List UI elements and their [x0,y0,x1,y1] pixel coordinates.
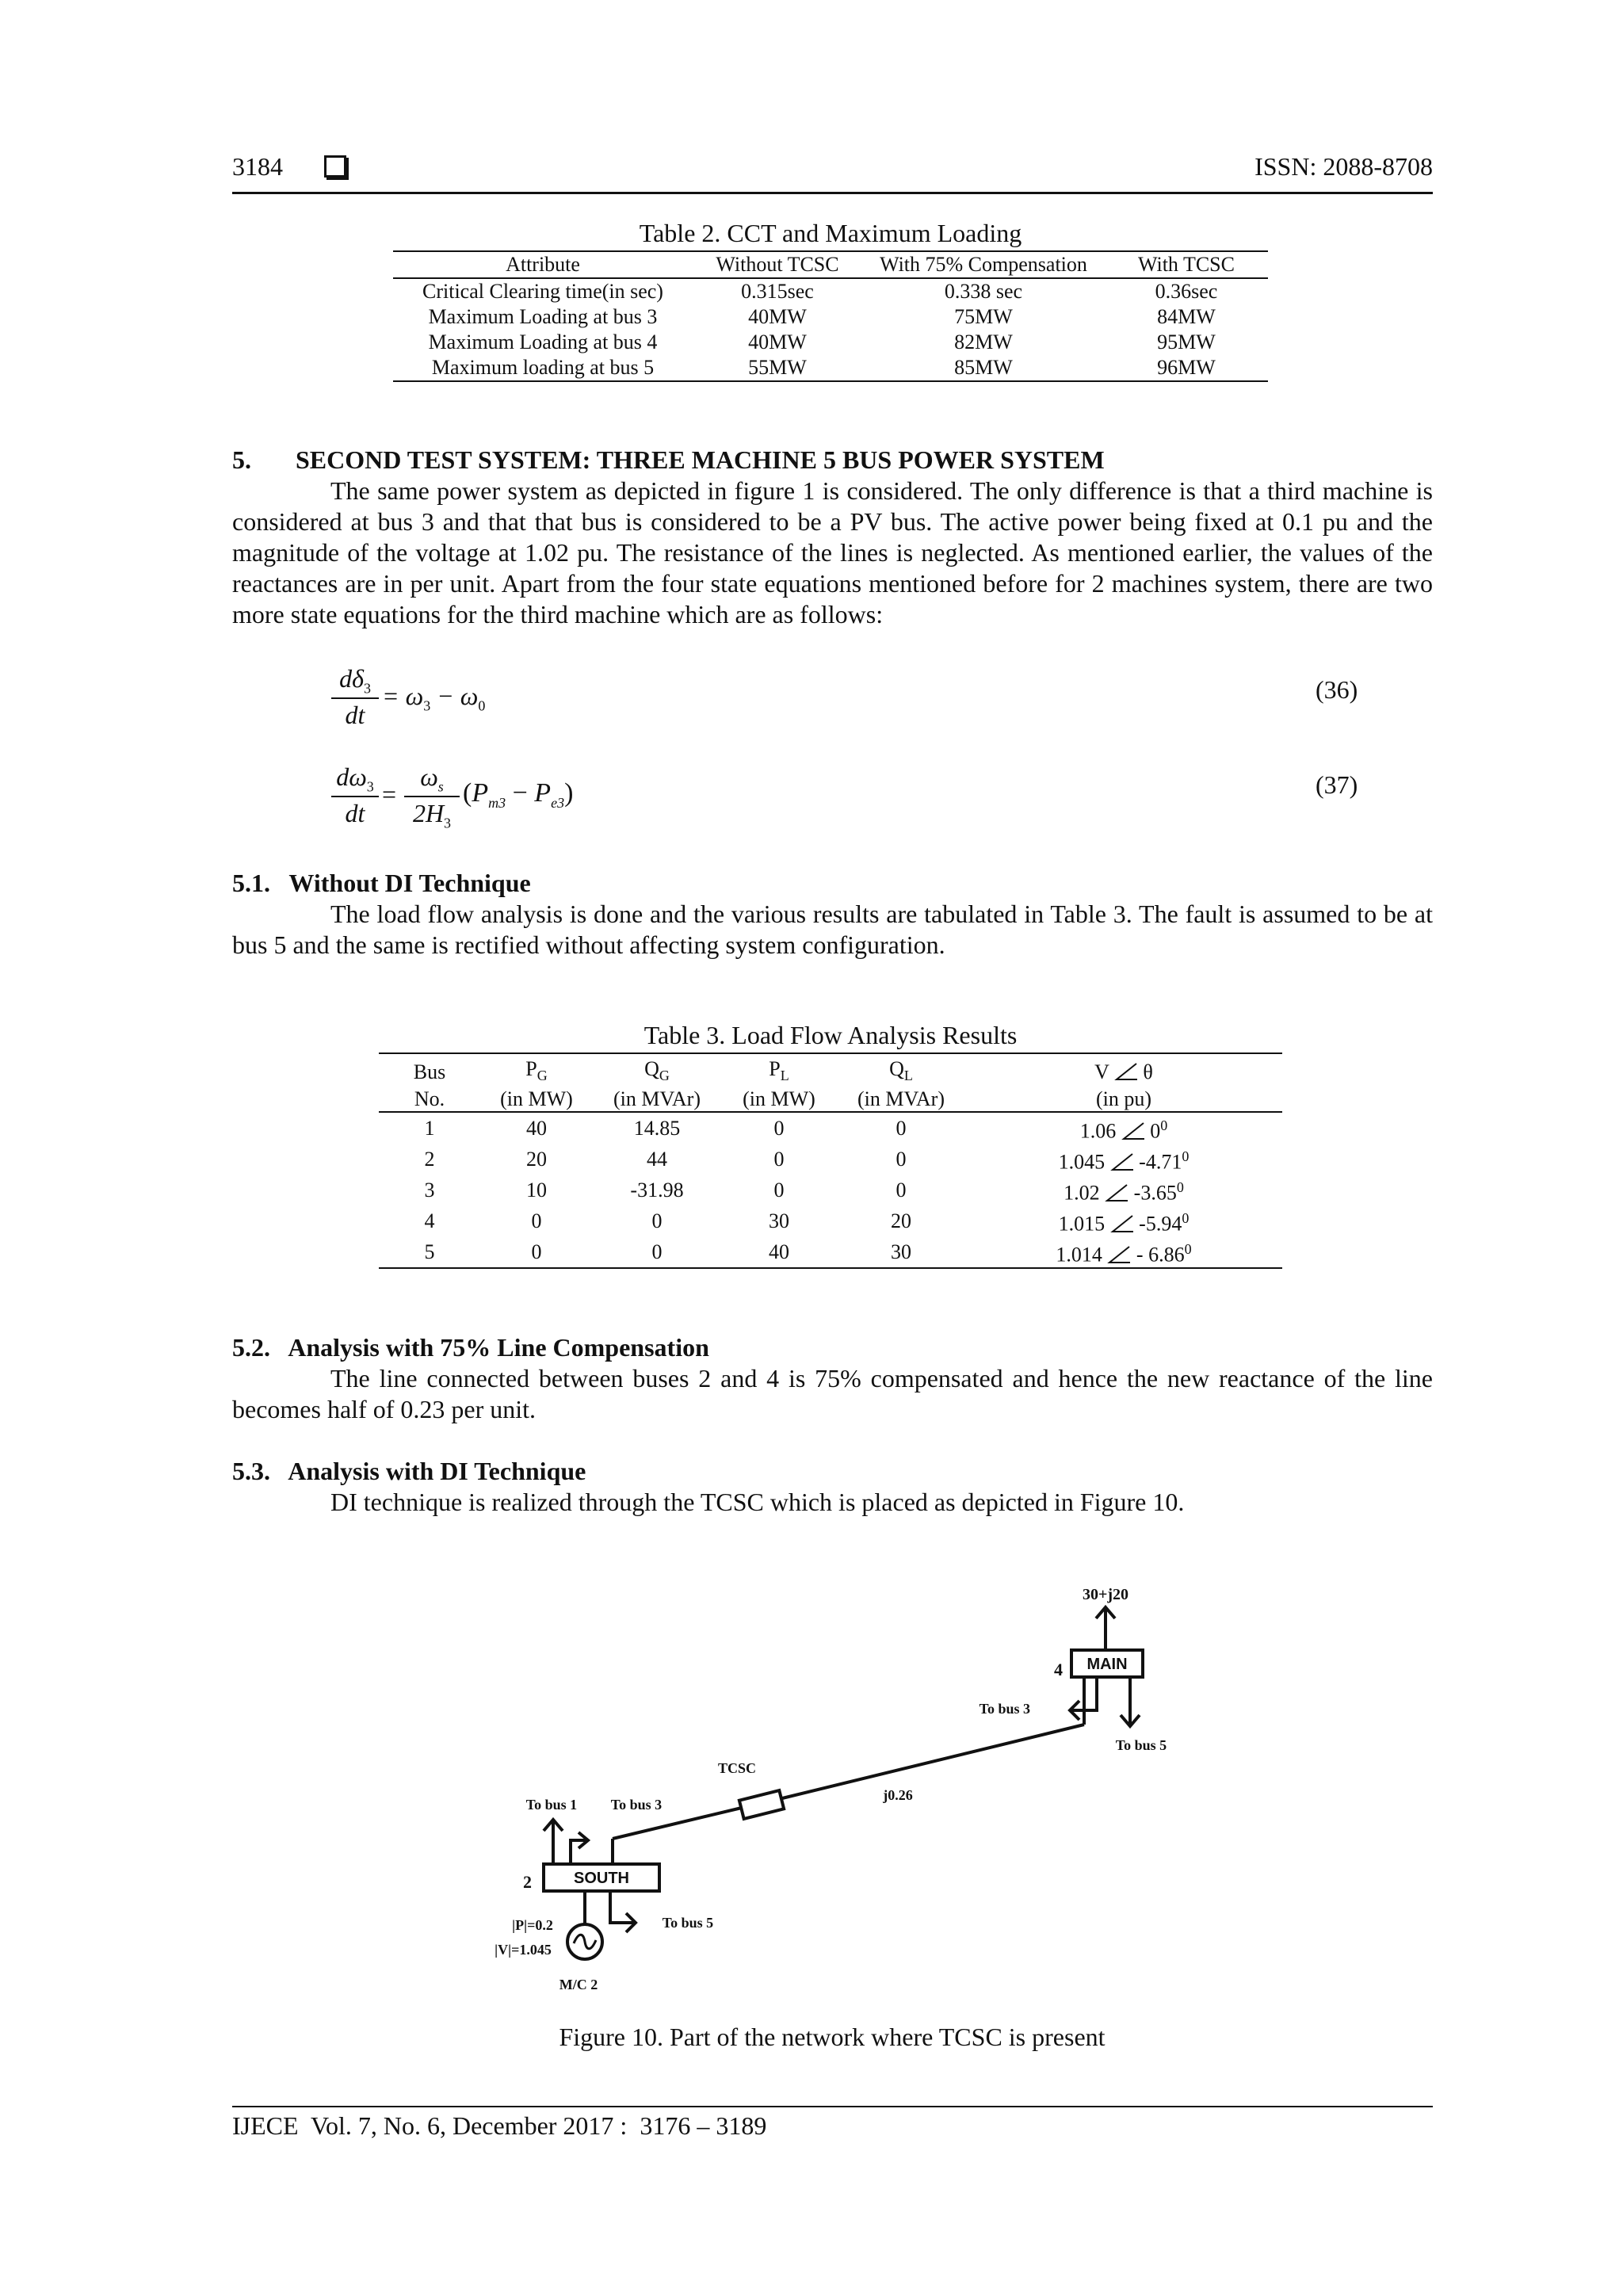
tcsc-box [739,1790,784,1819]
table-cell: 0 [773,1147,785,1171]
table3-header-cell [721,1053,837,1087]
bus4-number: 4 [1054,1660,1063,1679]
angle-icon [1105,1184,1128,1201]
table-cell: Critical Clearing time(in sec) [422,280,663,303]
table2-caption: Table 2. CCT and Maximum Loading [639,219,1022,247]
table-cell: 4 [424,1209,435,1232]
eq36-numerator-sub: 3 [363,680,371,697]
eq37-paren-close: ) [564,778,574,808]
table-cell: Maximum Loading at bus 4 [428,330,658,353]
table-cell: 85MW [862,355,1105,381]
voltage-value: 1.014 [1056,1243,1102,1266]
eq37-minus: − [506,778,535,808]
eq37-paren-open: ( [463,778,472,808]
eq37-p1: P [472,778,489,808]
equation-36-number: (36) [1316,675,1358,704]
voltage-value: 1.015 [1058,1212,1106,1236]
eq37-numerator-sub: 3 [366,778,374,795]
eq36-rhs-mid: − ω [430,682,479,710]
table-row [393,330,1268,355]
table-cell: 0.36sec [1155,280,1218,303]
table-cell [965,1144,1282,1175]
angle-icon [1121,1122,1145,1140]
table3-header-cell [593,1053,721,1087]
table-cell: 20 [891,1209,911,1232]
table3-header-cell: No. [379,1087,480,1112]
table-row [379,1144,1282,1175]
generator-voltage-label: |V|=1.045 [495,1942,552,1958]
table-cell: 40MW [748,330,807,353]
table3-header-cell [965,1053,1282,1087]
section-5-1-heading: 5.1. Without DI Technique [232,869,531,897]
table-cell: Maximum Loading at bus 3 [428,305,658,328]
table-row [379,1236,1282,1268]
to-bus5-right: To bus 5 [1115,1737,1167,1753]
table-cell: 14.85 [633,1116,681,1140]
table-cell [965,1205,1282,1236]
header-sub: L [780,1068,789,1084]
load-label: 30+j20 [1082,1586,1129,1603]
angle-value: - 6.86 [1136,1243,1185,1266]
table-cell: 82MW [954,330,1013,353]
table-cell: 55MW [693,355,862,381]
header-sub: G [537,1068,548,1084]
eq37-frac-num: ω [420,762,438,791]
table-cell: 0 [480,1236,593,1268]
page-number: 3184 [232,152,283,181]
degree-mark: 0 [1160,1117,1168,1133]
table2 [393,250,1268,382]
table-cell: 30 [837,1236,965,1268]
table-cell: -31.98 [630,1178,684,1201]
fraction-bar [331,796,379,797]
degree-mark: 0 [1182,1148,1190,1164]
table2-header-cell: Attribute [393,251,693,278]
voltage-value: 1.02 [1064,1181,1100,1205]
table-cell: 84MW [1157,305,1216,328]
section-5-1-paragraph: The load flow analysis is done and the various results are tabulated in Table 3. The fault is assumed to be at bus 5 and the same is rectified without affecting system configuration. [232,900,1433,959]
header-sub: L [903,1068,913,1084]
eq36-numerator: dδ [339,664,364,693]
issn: ISSN: 2088-8708 [1254,152,1433,181]
bus2-number: 2 [523,1872,532,1892]
table-cell: 1 [424,1116,435,1140]
table-cell: 0 [896,1178,907,1201]
equation-36 [331,664,537,735]
eq36-rhs-sub: 3 [423,697,431,714]
table-cell: 3 [424,1178,435,1201]
section-5-2-heading: 5.2. Analysis with 75% Line Compensation [232,1333,709,1362]
line-reactance-label: j0.26 [883,1787,913,1803]
table-cell: 40 [721,1236,837,1268]
table-cell: 5 [379,1236,480,1268]
figure-10-caption: Figure 10. Part of the network where TCSC is present [559,2023,1106,2051]
angle-value: -5.94 [1139,1212,1182,1236]
table-cell: 20 [526,1147,547,1171]
transmission-line-j026 [779,1725,1084,1799]
equation-37-number: (37) [1316,770,1358,799]
table-cell: 0.338 sec [944,280,1023,303]
eq36-denominator: dt [345,701,365,729]
angle-value: -4.71 [1139,1150,1182,1174]
square-bullet-icon [324,155,346,178]
degree-mark: 0 [1184,1240,1192,1257]
table-cell: 40MW [748,305,807,328]
section-5-heading: 5. SECOND TEST SYSTEM: THREE MACHINE 5 BUS POWER SYSTEM [232,445,1105,474]
table3 [379,1052,1282,1269]
footer-rule [232,2106,1433,2107]
fraction-bar [404,796,460,797]
table3-header-cell: (in pu) [965,1087,1282,1112]
degree-mark: 0 [1176,1179,1184,1195]
table-cell: 96MW [1105,355,1268,381]
table-cell: 10 [526,1178,547,1201]
to-bus5-left: To bus 5 [662,1915,714,1931]
eq37-p1-sub: m3 [488,794,506,811]
page-footer: IJECE Vol. 7, No. 6, December 2017 : 3176 – 3189 [232,2111,767,2140]
table-cell: 0 [896,1147,907,1171]
tcsc-label: TCSC [717,1760,757,1776]
table-cell: 30 [769,1209,789,1232]
table-cell: 0 [593,1236,721,1268]
section-5-paragraph: The same power system as depicted in figure 1 is considered. The only difference is that a third machine is considered at bus 3 and that that bus is considered to be a PV bus. The active power being fixed at 0.1 pu and the magnitude of the voltage at 1.02 pu. The resistance of the lines is neglected. As mentioned earlier, the values of the reactances are in per unit. Apart from the four state equations mentioned before for 2 machines system, there are two more state equations for the third machine which are as follows: [232,476,1433,628]
table3-header-cell: (in MW) [721,1087,837,1112]
eq37-denominator: dt [345,799,365,827]
table-cell [965,1112,1282,1144]
header-symbol: θ [1143,1060,1153,1084]
table2-header-cell: With 75% Compensation [862,251,1105,278]
table-cell: 0 [531,1209,542,1232]
fraction-bar [331,697,379,699]
voltage-value: 1.045 [1058,1150,1106,1174]
table-row [393,278,1268,304]
table-row [379,1175,1282,1205]
eq36-rhs: = ω [382,682,424,710]
header-symbol: V [1094,1060,1109,1084]
table-cell: 44 [647,1147,667,1171]
header-symbol: Q [644,1057,659,1080]
angle-icon [1114,1063,1138,1080]
header-symbol: P [769,1057,781,1080]
table-cell: 2 [424,1147,435,1171]
angle-value: -3.65 [1133,1181,1177,1205]
table-cell: 0 [651,1209,663,1232]
to-bus3-left: To bus 3 [610,1797,663,1813]
table3-header-cell: (in MVAr) [593,1087,721,1112]
table-cell: 0.315sec [741,280,814,303]
generator-power-label: |P|=0.2 [512,1917,553,1933]
angle-value: 0 [1150,1119,1161,1143]
table-cell: 0 [773,1116,785,1140]
degree-mark: 0 [1182,1209,1190,1226]
equation-37 [331,762,585,842]
header-rule [232,192,1433,194]
table-cell: 95MW [1157,330,1216,353]
eq37-frac-num-sub: s [437,778,444,795]
header-symbol: Q [889,1057,904,1080]
table3-header-cell [480,1053,593,1087]
page-header [232,152,1433,193]
eq37-p2-sub: e3 [551,794,565,811]
bus2-name: SOUTH [574,1870,629,1887]
to-bus3-right: To bus 3 [979,1701,1030,1717]
table2-header-cell: Without TCSC [693,251,862,278]
table-row [379,1205,1282,1236]
table3-header-cell [837,1053,965,1087]
machine-label: M/C 2 [559,1977,598,1992]
table-cell: 40 [526,1116,547,1140]
table-cell: 0 [896,1116,907,1140]
eq37-equals: = [382,780,397,808]
section-5-3-paragraph: DI technique is realized through the TCSC which is placed as depicted in Figure 10. [330,1488,1185,1516]
table3-header-cell: (in MW) [480,1087,593,1112]
table-cell [965,1236,1282,1268]
angle-icon [1110,1215,1134,1232]
header-sub: G [659,1068,670,1084]
table3-header-cell: Bus [379,1053,480,1087]
eq36-rhs-sub: 0 [478,697,486,714]
section-5-2-paragraph: The line connected between buses 2 and 4 is 75% compensated and hence the new reactance of the line becomes half of 0.23 per unit. [232,1364,1433,1423]
header-symbol: P [525,1057,537,1080]
table-cell [965,1175,1282,1205]
table3-caption: Table 3. Load Flow Analysis Results [643,1021,1018,1049]
eq37-numerator: dω [336,762,367,791]
eq37-frac-den: 2H [412,799,445,827]
table-row [379,1112,1282,1144]
table-row [393,304,1268,330]
figure-10-diagram [475,1569,1189,1997]
table2-header-cell: With TCSC [1105,251,1268,278]
table-cell: 0 [773,1178,785,1201]
table-cell: 75MW [954,305,1013,328]
table-row [393,355,1268,381]
angle-icon [1107,1246,1131,1263]
table3-header-cell: (in MVAr) [837,1087,965,1112]
table-cell: Maximum loading at bus 5 [393,355,693,381]
angle-icon [1110,1153,1134,1171]
bus4-name: MAIN [1086,1656,1128,1673]
to-bus1-label: To bus 1 [525,1797,578,1813]
voltage-value: 1.06 [1079,1119,1117,1143]
section-5-3-heading: 5.3. Analysis with DI Technique [232,1457,586,1485]
eq37-p2: P [534,778,552,808]
eq37-frac-den-sub: 3 [444,815,452,831]
